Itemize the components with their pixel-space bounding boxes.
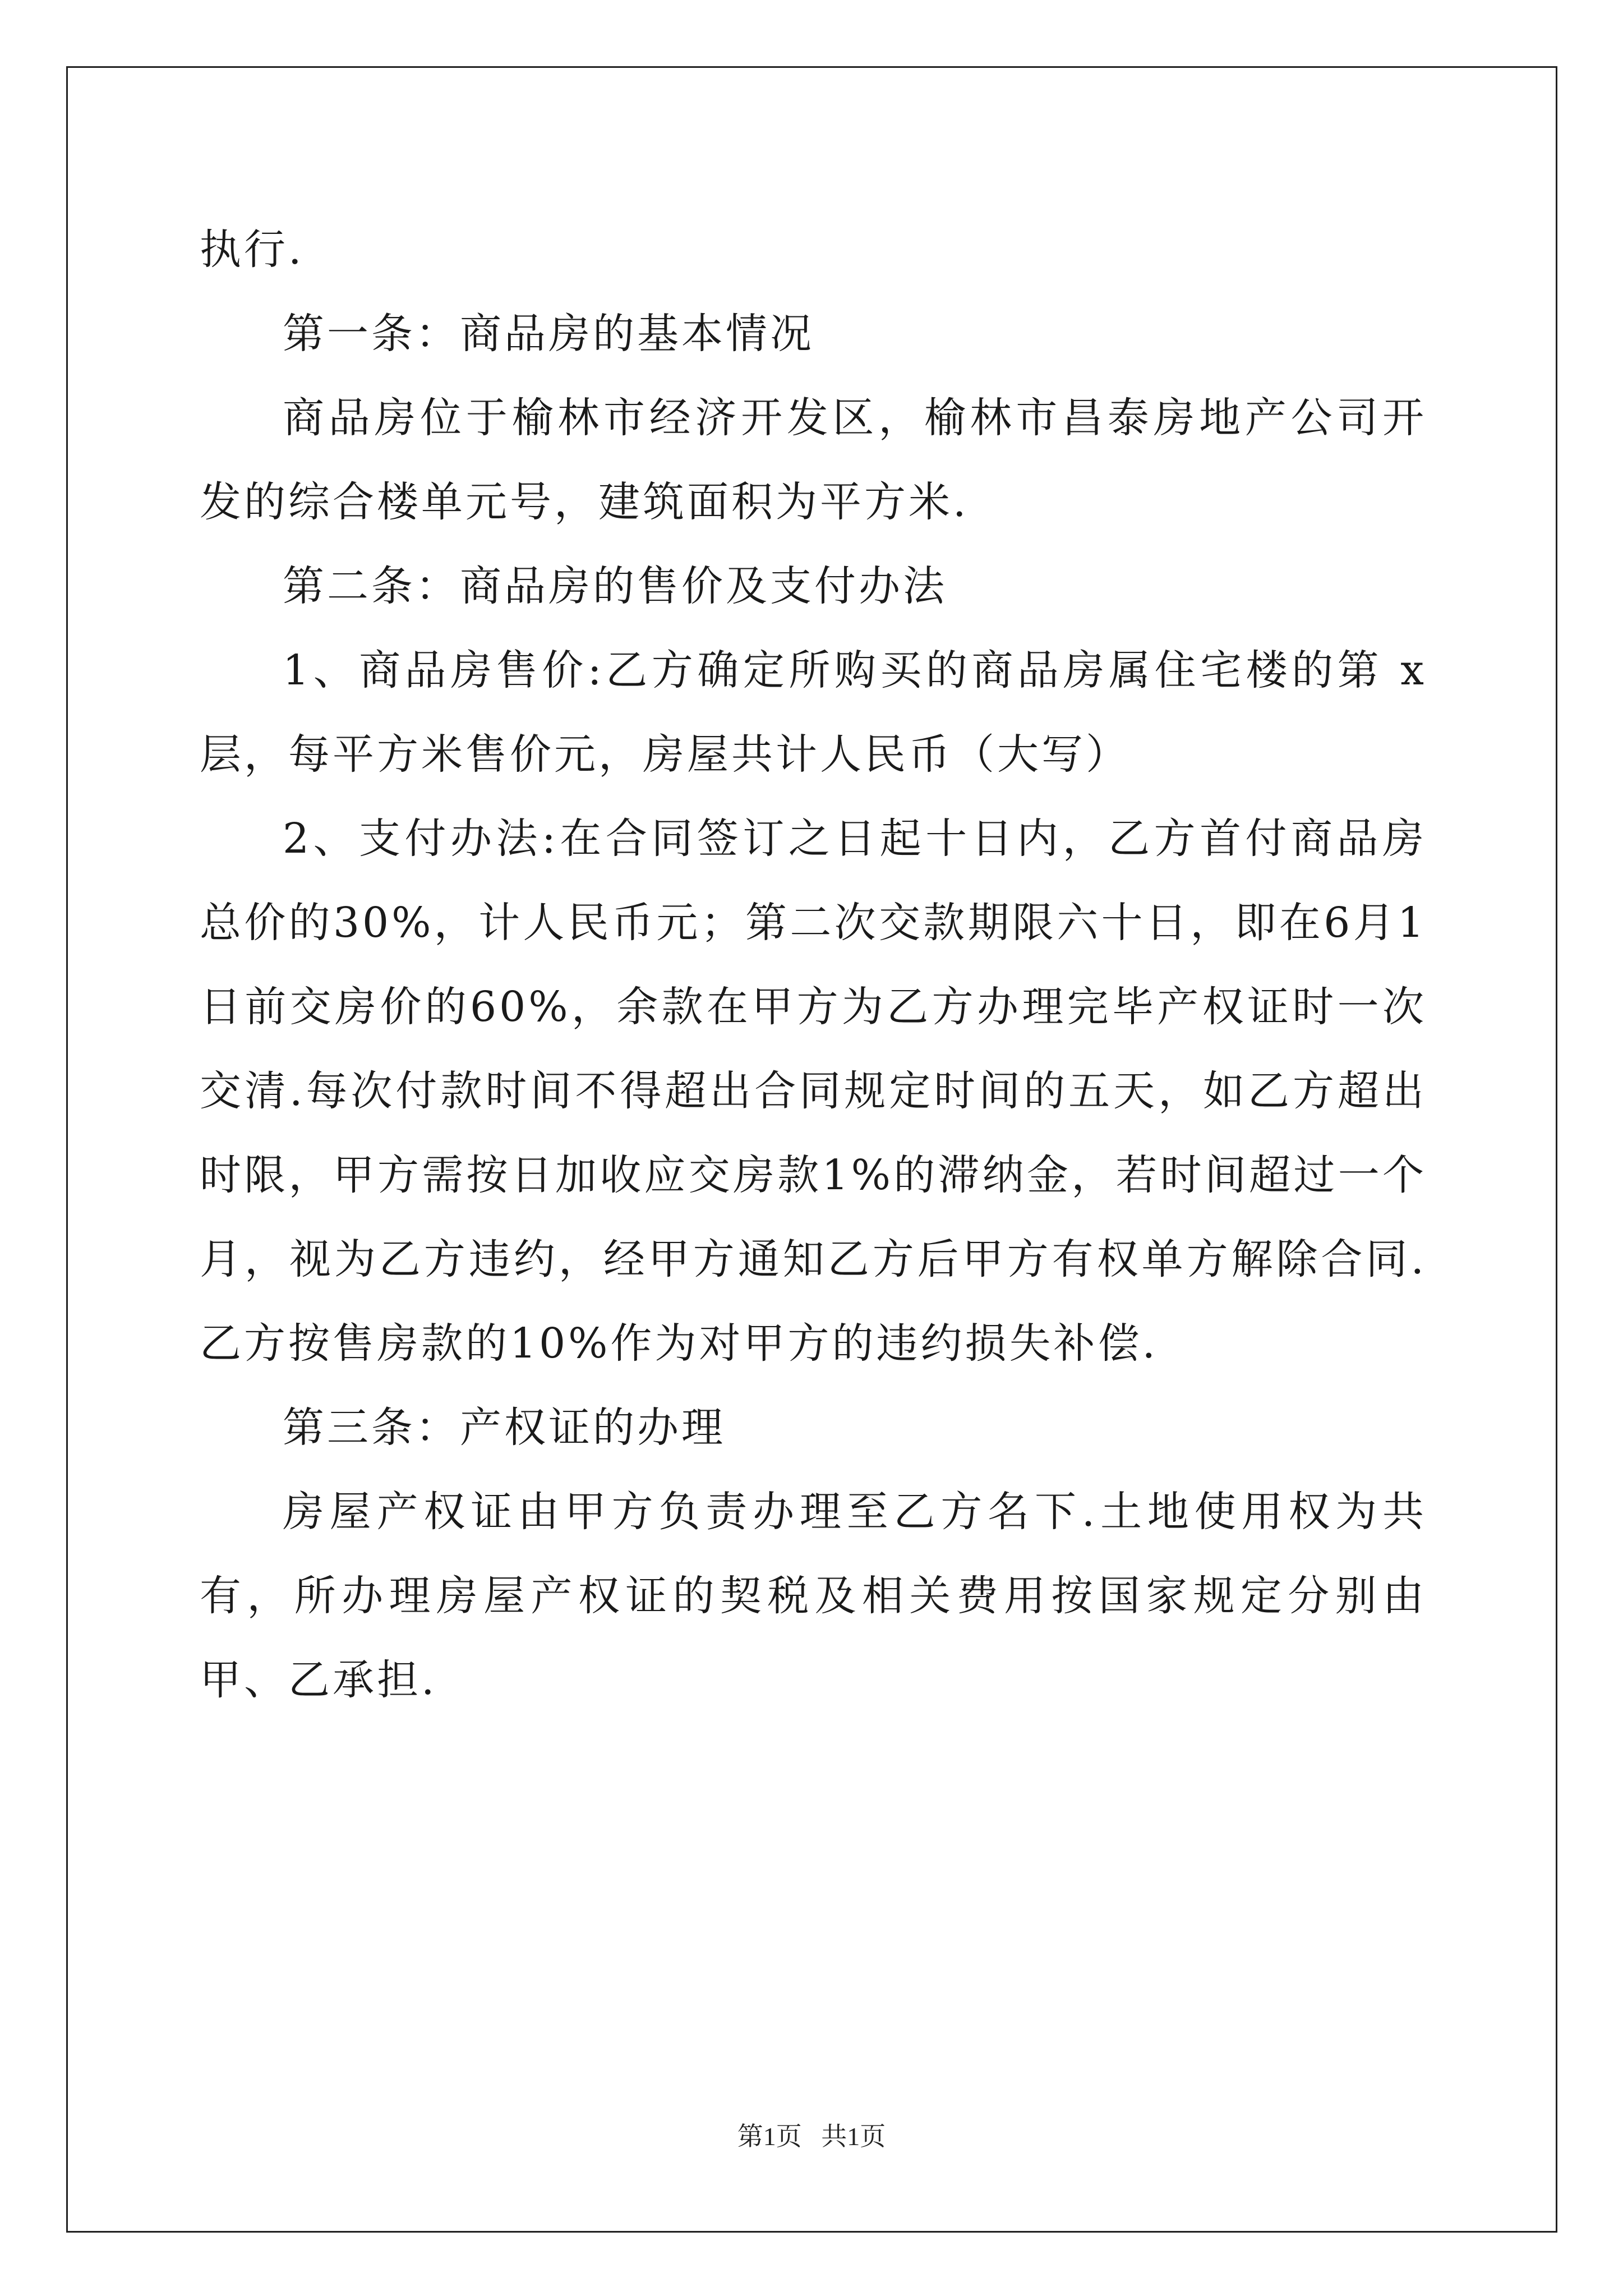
document-body: [200, 208, 1427, 1722]
article-3-body: 房屋产权证由甲方负责办理至乙方名下.土地使用权为共有，所办理房屋产权证的契税及相关费用按国家规定分别由甲、乙承担.: [200, 1488, 1427, 1704]
article-2-item-2: 2、支付办法:在合同签订之日起十日内，乙方首付商品房总价的30%，计人民币元；第二次交款期限六十日，即在6月1日前交房价的60%，余款在甲方为乙方办理完毕产权证时一次交清.每次付款时间不得超出合同规定时间的五天，如乙方超出时限，甲方需按日加收应交房款1%的滞纳金，若时间超过一个月，视为乙方违约，经甲方通知乙方后甲方有权单方解除合同.乙方按售房款的10%作为对甲方的违约损失补偿.: [200, 815, 1427, 1368]
article-3-heading: 第三条：产权证的办理: [283, 1404, 726, 1452]
article-1-body: 商品房位于榆林市经济开发区，榆林市昌泰房地产公司开发的综合楼单元号，建筑面积为平方米.: [200, 394, 1427, 526]
article-2-item-1: 1、商品房售价:乙方确定所购买的商品房属住宅楼的第 x 层，每平方米售价元，房屋共计人民币（大写）: [200, 646, 1427, 779]
paragraph-continuation: 执行.: [200, 226, 305, 274]
article-1-heading: 第一条：商品房的基本情况: [283, 310, 814, 358]
page-footer: 第1页 共1页: [737, 2122, 886, 2151]
article-2-heading: 第二条：商品房的售价及支付办法: [283, 562, 947, 610]
